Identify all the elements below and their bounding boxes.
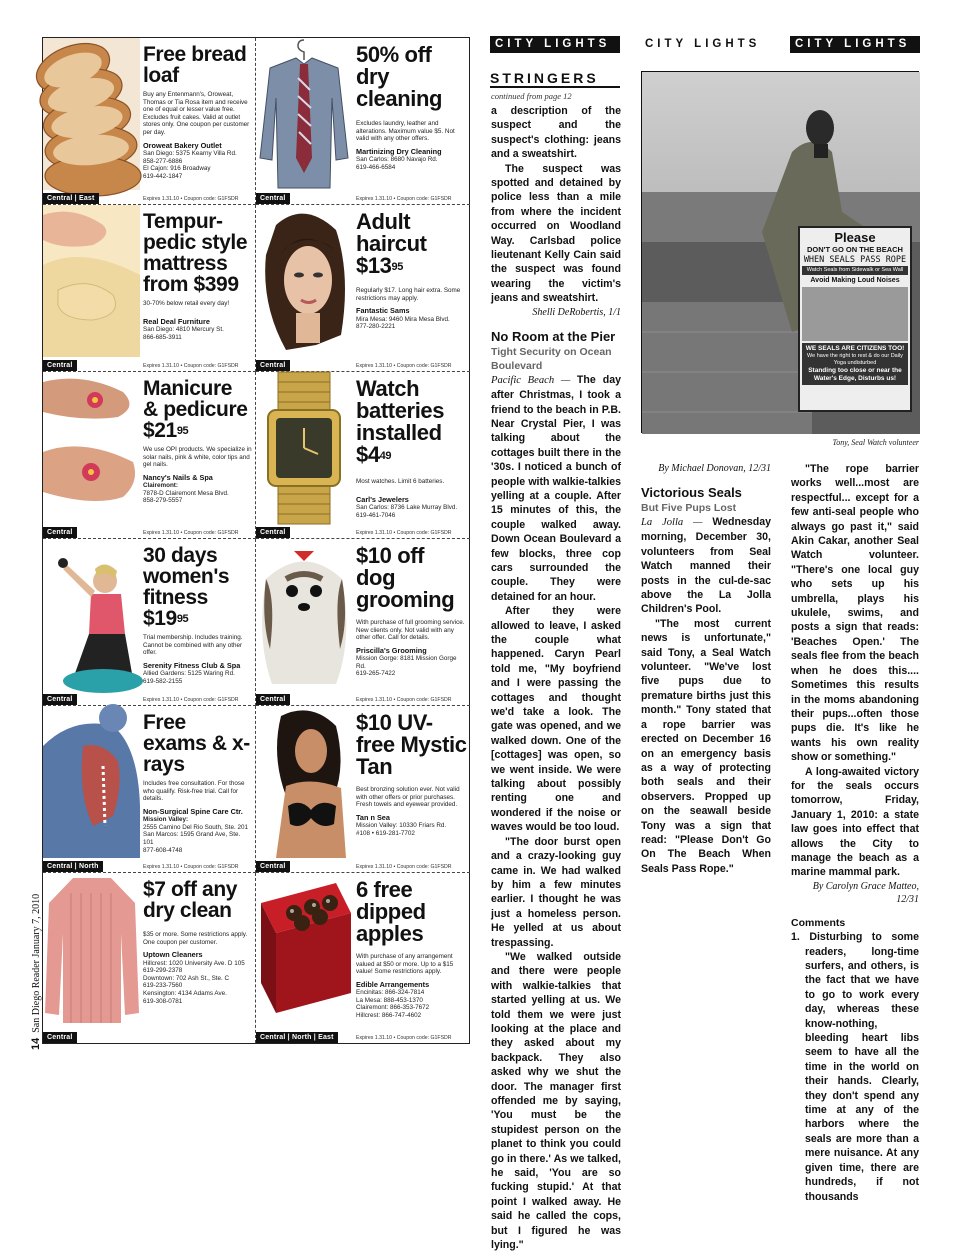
coupon-expires: Expires 1.31.10 • Coupon code: G1FSDR — [143, 864, 239, 870]
sign-band — [802, 343, 908, 385]
coupon-mystic-tan[interactable] — [256, 706, 470, 873]
coupon-headline: Manicure & pedicure $\$21^{95}$ — [143, 377, 248, 442]
comments-heading: Comments — [791, 916, 846, 929]
coupon-headline: $10 UV-free Mystic Tan — [356, 710, 467, 779]
coupon-business: Nancy's Nails & Spa — [143, 472, 213, 482]
coupon-addr: 866-685-3911 — [143, 333, 182, 341]
coupon-region-tag: Central | East — [43, 193, 99, 204]
dog-photo — [256, 539, 353, 691]
spine-photo — [43, 706, 140, 858]
coupon-addr: San Marcos: 1595 Grand Ave, Ste. 101 — [143, 831, 241, 847]
coupon-region-tag: Central — [43, 694, 77, 705]
coupon-addr: 619-582-2155 — [143, 677, 183, 685]
page-sidebar — [22, 880, 42, 1050]
coupon-spine[interactable] — [43, 706, 256, 873]
coupon-headline: 50% off dry cleaning — [356, 42, 443, 111]
coupon-expires: Expires 1.31.10 • Coupon code: G1FSDR — [143, 697, 239, 703]
article-subhead: But Five Pups Lost — [641, 502, 737, 514]
coupon-addr: Mira Mesa: 9460 Mira Mesa Blvd. — [356, 315, 450, 323]
coupon-addr: 619-265-7422 — [356, 670, 396, 678]
coupon-business: Priscilla's Grooming — [356, 645, 427, 655]
coupon-headline: 6 free dipped apples — [356, 877, 426, 946]
article-column-1 — [491, 90, 621, 1252]
coupon-addr: Downtown: 702 Ash St., Ste. C — [143, 974, 230, 982]
paragraph: After they were allowed to leave, I asked the couple what happened. Caryn Pearl told me, "My boyfriend and I were passing the cottages and thought we'd take a look. The gate was opened, and we walked down. One of the [cottages] was open, so we went inside. We were talking about possibly renting one and wondered if the noise or waves would be too loud. — [491, 605, 621, 834]
coupon-business: Carl's Jewelers — [356, 494, 409, 504]
coupon-business: Non-Surgical Spine Care Ctr. — [143, 806, 243, 816]
coupon-desc: Most watches. Limit 6 batteries. — [356, 478, 445, 485]
coupon-grid — [42, 37, 470, 1044]
coupon-addr: San Diego: 5375 Kearny Villa Rd. — [143, 150, 237, 158]
coupon-addr: 619-299-2378 — [143, 967, 183, 975]
article-column-3 — [791, 462, 919, 1204]
sign-line: WE SEALS ARE CITIZENS TOO! — [805, 345, 905, 352]
coupon-region-tag: Central — [43, 360, 77, 371]
coupon-addr: Mission Gorge: 8181 Mission Gorge Rd. — [356, 655, 457, 670]
coupon-addr: Hillcrest: 1020 University Ave. D 105 — [143, 959, 245, 967]
coupon-desc: With purchase of any arrangement valued at $50 or more. Up to a $15 value! Some restrictions apply. — [356, 953, 454, 976]
paragraph: "The door burst open and a crazy-looking guy came in. We had walked by him a few minutes earlier. I thought he was just a homeless person. He yelled at us about trespassing. — [491, 835, 621, 949]
coupon-headline: Watch batteries installed $\$4^{49}$ — [356, 376, 445, 467]
coupon-expires: Expires 1.31.10 • Coupon code: G1FSDR — [356, 196, 452, 202]
coupon-addr: San Diego: 4810 Mercury St. — [143, 326, 224, 334]
coupon-region-tag: Central — [256, 360, 290, 371]
coupon-bread[interactable] — [43, 38, 256, 205]
byline: By Carolyn Grace Matteo, 12/31 — [812, 880, 919, 905]
coupon-addr: Hillcrest: 866-747-4602 — [356, 1012, 422, 1020]
coupon-dry-clean[interactable] — [43, 873, 256, 1043]
coupon-headline: Free exams & x-rays — [143, 711, 250, 776]
paragraph: The suspect was spotted and detained by police less than a mile from where the incident occurred on Woodland Way. Carlsbad police lieutenant Kelly Cain said the suspect was found wearing the victim's jeans and sweatshirt. — [491, 162, 621, 305]
coupon-fitness[interactable] — [43, 539, 256, 706]
coupon-expires: Expires 1.31.10 • Coupon code: G1FSDR — [143, 363, 239, 369]
coupon-region-tag: Central | North | East — [256, 1032, 338, 1043]
sweater-photo — [43, 873, 140, 1028]
coupon-region-tag: Central — [256, 193, 290, 204]
sign-line: We have the right to rest & do our Daily Yoga undisturbed — [807, 353, 903, 366]
coupon-addr: 619-308-0781 — [143, 997, 183, 1005]
coupon-addr: Mission Valley: 10330 Friars Rd. — [356, 822, 447, 830]
coupon-desc: Best bronzing solution ever. Not valid with other offers or prior purchases. Fresh towels and eyewear provided. — [356, 786, 460, 809]
paragraph: A long-awaited victory for the seals occurs tomorrow, Friday, January 1, 2010: a state law goes into effect that allows the City to manage the beach as a marine mammal park. — [791, 765, 919, 879]
city-lights-header: CITY LIGHTS — [645, 38, 761, 50]
coupon-addr: 858-279-5557 — [143, 497, 183, 505]
coupon-dog-grooming[interactable] — [256, 539, 470, 706]
coupon-desc: With purchase of full grooming service. New clients only. Not valid with any other offer. Call for details. — [356, 619, 465, 642]
coupon-addr: 858-277-6886 — [143, 157, 183, 165]
coupon-addr: #108 • 619-281-7702 — [356, 829, 415, 837]
seal-sign — [798, 226, 912, 412]
tan-photo — [256, 706, 353, 858]
coupon-business: Fantastic Sams — [356, 306, 410, 316]
coupon-addr: 2555 Camino Del Rio South, Ste. 201 — [143, 823, 249, 831]
nails-photo — [43, 372, 140, 524]
byline: Shelli DeRobertis, 1/1 — [532, 306, 621, 318]
coupon-expires: Expires 1.31.10 • Coupon code: G1FSDR — [356, 864, 452, 870]
coupon-business: Edible Arrangements — [356, 979, 430, 989]
paragraph: Pacific Beach — The day after Christmas, I took a friend to the beach in P.B. Near Crystal Pier, I was talking about the cottages built there in the '30s. I noticed a bunch of people with walkie-talkies yelling at a couple. After 15 minutes of this, the couple walked away. Down Ocean Boulevard a few blocks, three cop cars surrounded the couple. They were detained for an hour. — [491, 373, 621, 603]
coupon-expires: Expires 1.31.10 • Coupon code: G1FSDR — [356, 1035, 452, 1041]
coupon-headline: Tempur-pedic style mattress from $399 — [143, 210, 248, 296]
sign-line: DON'T GO ON THE BEACH — [807, 245, 903, 254]
coupon-expires: Expires 1.31.10 • Coupon code: G1FSDR — [143, 196, 239, 202]
sign-line: Watch Seals from Sidewalk or Sea Wall — [802, 266, 908, 275]
coupon-addr: 877-280-2221 — [356, 323, 396, 331]
coupon-headline: 30 days women's fitness $\$19^{95}$ — [143, 544, 230, 630]
city-lights-header: CITY LIGHTS — [790, 36, 920, 53]
paragraph: La Jolla — Wednesday morning, December 30, volunteers from Seal Watch manned their posts in the cul-de-sac above the La Jolla Children's Pool. — [641, 516, 771, 616]
coupon-desc: Includes free consultation. For those who qualify. Risk-free trial. Call for details. — [143, 780, 245, 803]
coupon-business: Oroweat Bakery Outlet — [143, 140, 222, 150]
coupon-desc: We use OPI products. We specialize in solar nails, pink & white, color tips and gel nails. — [143, 446, 252, 469]
coupon-expires: Expires 1.31.10 • Coupon code: G1FSDR — [143, 530, 239, 536]
coupon-addr: 7878-D Clairemont Mesa Blvd. — [143, 489, 229, 497]
paragraph: "We walked outside and there were people with walkie-talkies that started yelling at us. We told them we were just looking at the place and they asked about my backpack. They also asked why we shut the door. The manager first offended me by saying, 'You must be the stupidest person on the planet to think you could go in there.' As we talked, he said, 'You are so fucking stupid.' At that point I walked away. He said he called the cops, but I figured he was lying." — [491, 950, 621, 1252]
seal-watch-photo — [641, 71, 919, 433]
coupon-region-tag: Central — [256, 694, 290, 705]
coupon-headline: $7 off any dry clean — [143, 878, 238, 922]
coupon-business: Tan n Sea — [356, 812, 390, 822]
coupon-headline: Free bread loaf — [143, 43, 247, 87]
coupon-mattress[interactable] — [43, 205, 256, 372]
coupon-addr: San Carlos: 8736 Lake Murray Blvd. — [356, 504, 458, 512]
coupon-region-tag: Central — [43, 527, 77, 538]
page-number: 14 — [30, 1037, 42, 1050]
coupon-business: Serenity Fitness Club & Spa — [143, 660, 241, 670]
coupon-expires: Expires 1.31.10 • Coupon code: G1FSDR — [356, 697, 452, 703]
paragraph: a description of the suspect and the suspect's clothing: jeans and a sweatshirt. — [491, 105, 621, 161]
coupon-dry-cleaning[interactable] — [256, 38, 470, 205]
coupon-expires: Expires 1.31.10 • Coupon code: G1FSDR — [356, 530, 452, 536]
watch-photo — [256, 372, 353, 524]
coupon-addr: Clairemont: — [143, 482, 178, 490]
mattress-photo — [43, 205, 140, 357]
apples-photo — [256, 873, 353, 1028]
coupon-region-tag: Central — [256, 527, 290, 538]
coupon-business: Real Deal Furniture — [143, 316, 210, 326]
publication-line: San Diego Reader January 7, 2010 — [31, 893, 42, 1033]
city-lights-header: CITY LIGHTS — [490, 36, 620, 53]
coupon-addr: San Carlos: 8680 Navajo Rd. — [356, 156, 438, 164]
coupon-desc: Excludes laundry, leather and alterations. Maximum value $5. Not valid with any other offers. — [356, 120, 455, 143]
coupon-addr: Encinitas: 866-324-7814 — [356, 989, 425, 997]
coupon-business: Uptown Cleaners — [143, 950, 203, 960]
coupon-addr: Clairemont: 866-353-7672 — [356, 1004, 430, 1012]
coupon-headline: $10 off dog grooming — [356, 543, 455, 612]
coupon-dipped-apples[interactable] — [256, 873, 470, 1043]
shirt-photo — [256, 38, 353, 190]
coupon-addr: La Mesa: 888-453-1370 — [356, 996, 423, 1004]
coupon-region-tag: Central | North — [43, 861, 103, 872]
coupon-addr: 877-608-4748 — [143, 846, 183, 854]
coupon-desc: 30-70% below retail every day! — [143, 300, 230, 307]
coupon-addr: 619-461-7046 — [356, 511, 396, 519]
article-subhead: Tight Security on Ocean Boulevard — [491, 345, 612, 372]
fitness-photo — [43, 539, 140, 691]
sign-handwritten: WHEN SEALS PASS ROPE — [803, 255, 907, 265]
coupon-watch-batteries[interactable] — [256, 372, 470, 539]
coupon-desc: Buy any Entenmann's, Oroweat, Thomas or Tia Rosa item and receive one of equal or lesser value free. Excludes fruit cakes. Valid at outlet stores only. One coupon per customer per day. — [143, 91, 250, 136]
coupon-addr: El Cajon: 916 Broadway — [143, 165, 211, 173]
bread-photo — [43, 38, 140, 190]
coupon-region-tag: Central — [256, 861, 290, 872]
section-title-stringers: STRINGERS — [490, 70, 620, 88]
article-headline: Victorious Seals — [641, 485, 742, 500]
article-column-2 — [641, 462, 771, 876]
paragraph: "The rope barrier works well...most are respectful... except for a few anti-seal people who always go past it," said Akin Cakar, another Seal Watch volunteer. "There's one local guy who sets up his umbrella, plays his ukulele, swims, and posts a sign that reads: 'Beaches Open.' The seals flee from the beach when he does this.... Sometimes this results in the moms abandoning their pups...often those pups die. It's like he wants his own reality show or something." — [791, 463, 919, 764]
coupon-addr: Mission Valley: — [143, 816, 189, 824]
coupon-desc: $35 or more. Some restrictions apply. One coupon per customer. — [143, 931, 248, 946]
photo-caption: Tony, Seal Watch volunteer — [832, 438, 919, 447]
coupon-addr: Kensington: 4134 Adams Ave. — [143, 990, 227, 998]
coupon-expires: Expires 1.31.10 • Coupon code: G1FSDR — [356, 363, 452, 369]
sign-line: Standing too close or near the Water's Edge, Disturbs us! — [808, 367, 902, 382]
coupon-addr: 619-466-6584 — [356, 163, 396, 171]
byline: By Michael Donovan, 12/31 — [658, 463, 771, 474]
coupon-business: Martinizing Dry Cleaning — [356, 146, 442, 156]
coupon-headline: Adult haircut $\$13^{95}$ — [356, 209, 427, 278]
sign-line: Avoid Making Loud Noises — [810, 277, 900, 284]
coupon-region-tag: Central — [43, 1032, 77, 1043]
coupon-desc: Trial membership. Includes training. Cannot be combined with any other offer. — [143, 634, 243, 657]
article-headline: No Room at the Pier — [491, 328, 616, 344]
coupon-nails[interactable] — [43, 372, 256, 539]
coupon-addr: Allied Gardens: 5125 Waring Rd. — [143, 670, 235, 678]
coupon-addr: 619-233-7560 — [143, 982, 183, 990]
continued-note: continued from page 12 — [491, 91, 572, 101]
coupon-desc: Regularly $17. Long hair extra. Some restrictions may apply. — [356, 287, 461, 302]
coupon-haircut[interactable] — [256, 205, 470, 372]
seal-image — [802, 287, 908, 341]
paragraph: "The most current news is unfortunate," said Tony, a Seal Watch volunteer. "We've lost five pups due to premature births just this month." Tony stated that a rope barrier was erected on December 16 on an emergency basis as a way of protecting both seals and their observers. Propped up on the seawall beside Tony was a sign that read: "Please Don't Go On The Beach When Seals Pass Rope." — [641, 617, 771, 875]
comment: 1. Disturbing to some readers, long-time surfers, and others, is the fact that we have to go to work every day, whereas these know-nothing, bleeding heart libs seem to have all the time in the world on their hands. Clearly, they don't spend any time at any of the harbors where the seals are more than a mere nuisance. At any given time, there are hundreds, if not thousands — [791, 931, 919, 1203]
sign-please: Please — [834, 230, 876, 245]
coupon-addr: 619-442-1847 — [143, 172, 183, 180]
haircut-photo — [256, 205, 353, 357]
sidebar-text — [30, 894, 42, 1050]
